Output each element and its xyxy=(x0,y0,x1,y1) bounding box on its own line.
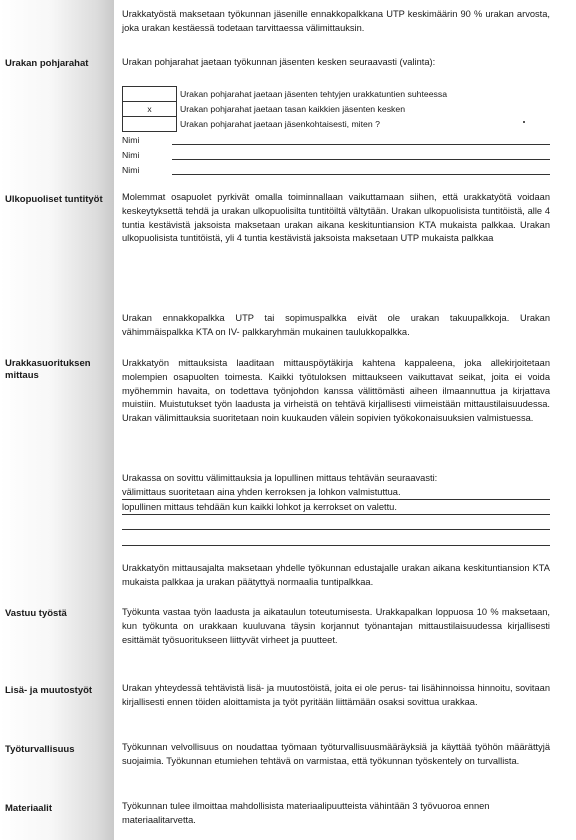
lisa-text: Urakan yhteydessä tehtävistä lisä- ja muutostöistä, joita ei ole perus- tai lisähinnoissa hinnoitu, sovitaan kirjallisesti ennen töiden aloittamista ja työt pyritään liittämään osaksi sovittua urakkaa. xyxy=(122,683,550,707)
option-checkbox-3[interactable] xyxy=(123,117,177,132)
option-text-3: Urakan pohjarahat jaetaan jäsenkohtaisesti, miten ? xyxy=(180,119,380,129)
option-checkbox-2[interactable]: x xyxy=(123,102,177,117)
materiaalit-text: Työkunnan tulee ilmoittaa mahdollisista materiaalipuutteista vähintään 3 työvuoroa ennen materiaalitarvetta. xyxy=(122,801,490,825)
fill-line-4[interactable] xyxy=(122,545,550,546)
mittaus-fill-2: lopullinen mittaus tehdään kun kaikki lohkot ja kerrokset on valettu. xyxy=(122,502,397,512)
pohjarahat-text: Urakan pohjarahat jaetaan työkunnan jäsenten kesken seuraavasti (valinta): xyxy=(122,57,436,67)
section-label-mittaus xyxy=(5,358,113,382)
section-label-lisa: Lisä- ja muutostyöt xyxy=(5,685,93,696)
section-label-mittaus-line2: mittaus xyxy=(5,370,39,381)
mittaus-text-2: Urakassa on sovittu välimittauksia ja lopullinen mittaus tehtävän seuraavasti: xyxy=(122,473,438,483)
intro-paragraph: Urakkatyöstä maksetaan työkunnan jäsenille ennakkopalkkana UTP keskimäärin 90 % urakan arvosta, joka urakan kestäessä todetaan tarvittaessa välimittauksin. xyxy=(122,9,550,33)
vastuu-text: Työkunta vastaa työn laadusta ja aikataulun toteutumisesta. Urakkapalkan loppuosa 10 % maksetaan, kun työkunta on urakkaan kuuluvana täysin korjannut työnantajan mittaustilaisuudessa kirjallisesti esittämät työsuoritukseen liittyvät virheet ja puutteet. xyxy=(122,607,550,645)
name-label-2: Nimi xyxy=(122,150,140,160)
fill-line-3[interactable] xyxy=(122,529,550,530)
ulkopuoliset-text-2: Urakan ennakkopalkka UTP tai sopimuspalkka eivät ole urakan takuupalkkoja. Urakan vähimmäispalkka KTA on IV- palkkaryhmän mukainen taulukkopalkka. xyxy=(122,313,550,337)
option-text-1: Urakan pohjarahat jaetaan jäsenten tehtyjen urakkatuntien suhteessa xyxy=(180,89,448,99)
name-label-1: Nimi xyxy=(122,135,140,145)
mittaus-fill-1: välimittaus suoritetaan aina yhden kerroksen ja lohkon valmistuttua. xyxy=(122,487,401,497)
fill-line-1[interactable] xyxy=(122,499,550,500)
name-line-2[interactable] xyxy=(172,159,550,160)
section-label-turvallisuus: Työturvallisuus xyxy=(5,744,75,755)
mittaus-text-3: Urakkatyön mittausajalta maksetaan yhdelle työkunnan edustajalle urakan aikana keskituntiansion KTA mukaista palkkaa ja urakan päätyttyä normaalia tuntipalkkaa. xyxy=(122,563,550,587)
turvallisuus-text: Työkunnan velvollisuus on noudattaa työmaan työturvallisuusmääräyksiä ja käyttää työhön määrättyjä suojaimia. Työkunnan etumiehen tehtävä on varmistaa, että työkunnan työskentely on turvallista. xyxy=(122,742,550,766)
section-label-materiaalit: Materiaalit xyxy=(5,803,52,814)
section-label-mittaus-line1: Urakkasuorituksen xyxy=(5,358,91,369)
name-line-3[interactable] xyxy=(172,174,550,175)
option-checkbox-1[interactable] xyxy=(123,87,177,102)
name-line-1[interactable] xyxy=(172,144,550,145)
mittaus-text: Urakkatyön mittauksista laaditaan mittauspöytäkirja kahtena kappaleena, joka allekirjoitetaan molempien osapuolten toimesta. Kaikki työtuloksen mittaukseen vaikuttavat seikat, joita ei voida myöhemmin havaita, on todettava työnjohdon kanssa välittömästi aiheen ilmaannuttua ja kirjattava muistiin. Muistutukset työn laadusta ja virheistä on tehtävä kirjallisesti viimeistään mittaustilaisuudessa. Urakan välimittauksia suoritetaan noin kuukauden välein sopivien työkokonaisuuksien valmistuessa. xyxy=(122,358,550,424)
stray-mark xyxy=(523,121,525,123)
section-label-pohjarahat: Urakan pohjarahat xyxy=(5,58,89,69)
section-label-ulkopuoliset: Ulkopuoliset tuntityöt xyxy=(5,194,103,205)
option-text-2: Urakan pohjarahat jaetaan tasan kaikkien jäsenten kesken xyxy=(180,104,406,114)
name-label-3: Nimi xyxy=(122,165,140,175)
fill-line-2[interactable] xyxy=(122,514,550,515)
sidebar-band xyxy=(0,0,114,840)
ulkopuoliset-text: Molemmat osapuolet pyrkivät omalla toiminnallaan vaikuttamaan siihen, että urakkatyötä voidaan keskeytyksettä tehdä ja urakan ulkopuolisilta tuntitöiltä vältytään. Urakan ulkopuolisista tuntitöistä, alle 4 tuntia kestävistä jaksoista maksetaan urakan aikana keskituntiansion KTA mukaista palkkaa. Urakan ulkopuolisista tuntitöistä, yli 4 tuntia kestävistä jaksoista maksetaan UTP mukaista palkkaa xyxy=(122,192,550,244)
section-label-vastuu: Vastuu työstä xyxy=(5,608,67,619)
option-checkbox-table xyxy=(122,86,177,132)
